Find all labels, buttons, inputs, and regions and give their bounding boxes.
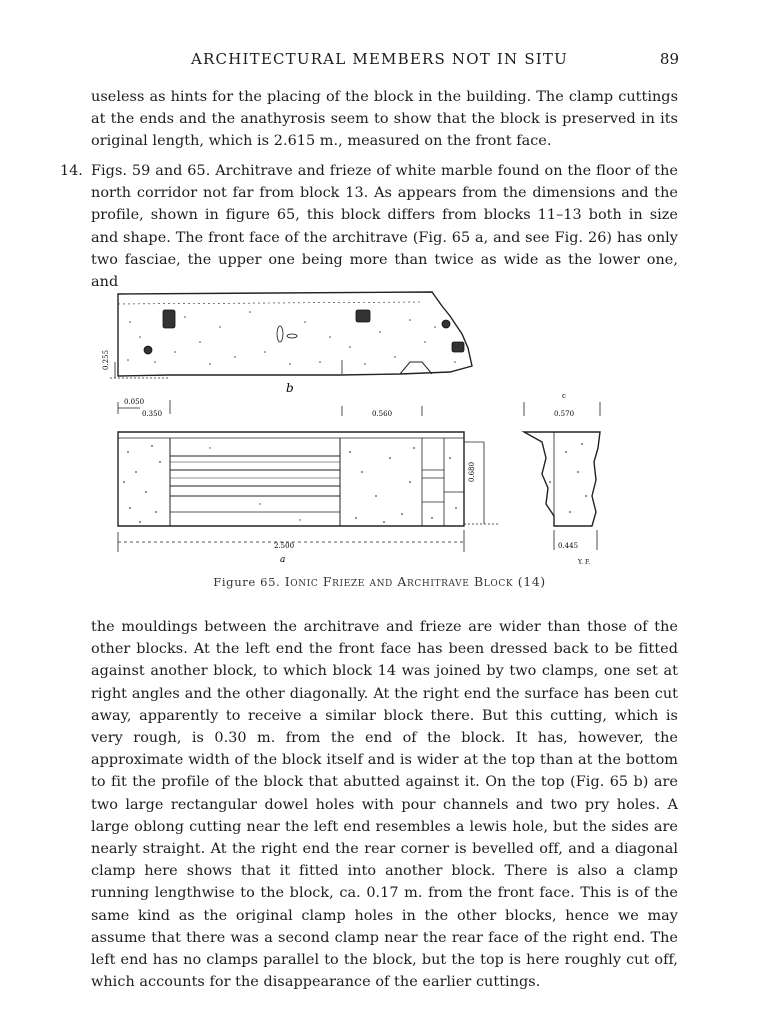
dim-profile-top: 0.570 [554, 410, 575, 418]
dim-left-width: 0.350 [142, 410, 163, 418]
dimension-lines [110, 362, 600, 552]
front-view-block [118, 432, 464, 526]
entry-number: 14. [60, 163, 83, 179]
view-label-b: b [286, 381, 294, 395]
draftsman-initials: Y. F. [578, 559, 591, 566]
running-title: ARCHITECTURAL MEMBERS NOT IN SITU [191, 50, 568, 68]
caption-title: Ionic Frieze and Architrave Block (14) [284, 574, 546, 589]
stipple-profile [549, 443, 587, 513]
view-label-c: c [562, 392, 566, 400]
figure-caption [0, 574, 759, 589]
dim-right-width: 0.560 [372, 410, 393, 418]
dim-profile-bottom: 0.445 [558, 542, 579, 550]
dowel-holes [144, 310, 464, 354]
paragraph-description: the mouldings between the architrave and frieze are wider than those of the other blocks. At the left end the front face has been dressed back to be fitted against another block, to which block 14 was joined by two clamps, one set at right angles and the other diagonally. At the right end the surface has been cut away, apparently to receive a similar block there. But this cutting, which is very rough, is 0.30 m. from the end of the block. It has, however, the approximate width of the block itself and is wider at the top than at the bottom to fit the profile of the block that abutted against it. On the top (Fig. 65 b) are two large rectangular dowel holes with pour channels and two pry holes. A large oblong cutting near the left end resembles a lewis hole, but the sides are nearly straight. At the right end the rear corner is bevelled off, and a diagonal clamp here shows that it fitted into another block. There is also a clamp running lengthwise to the block, ca. 0.17 m. from the front face. This is of the same kind as the original clamp holes in the other blocks, hence we may assume that there was a second clamp near the rear face of the right end. The left end has no clamps parallel to the block, but the top is here roughly cut off, which accounts for the disappearance of the earlier cuttings. [91, 619, 678, 991]
figure-65 [102, 282, 610, 572]
page-header [0, 50, 759, 72]
dim-total-length: 2.500 [274, 542, 295, 550]
paragraph-continuation: useless as hints for the placing of the block in the building. The clamp cuttings at the ends and the anathyrosis seem to show that the block is preserved in its original length, which is 2.615 m., measured on the front face. [91, 89, 678, 150]
dim-top-height: 0.255 [102, 349, 110, 370]
figure-drawing [102, 282, 610, 572]
paragraph-entry-14: Figs. 59 and 65. Architrave and frieze of white marble found on the floor of the north corridor not far from block 13. As appears from the dimensions and the profile, shown in figure 65, this block differs from blocks 11–13 both in size and shape. The front face of the architrave (Fig. 65 a, and see Fig. 26) has only two fasciae, the upper one being more than twice as wide as the lower one, and [91, 163, 678, 291]
stipple-front [123, 445, 457, 523]
dim-left-small: 0.050 [124, 398, 145, 406]
profile-view [524, 432, 600, 526]
caption-prefix: Figure 65. [213, 575, 281, 589]
page-number: 89 [659, 50, 679, 68]
dim-front-height: 0.680 [468, 461, 476, 482]
view-label-a: a [280, 555, 286, 565]
